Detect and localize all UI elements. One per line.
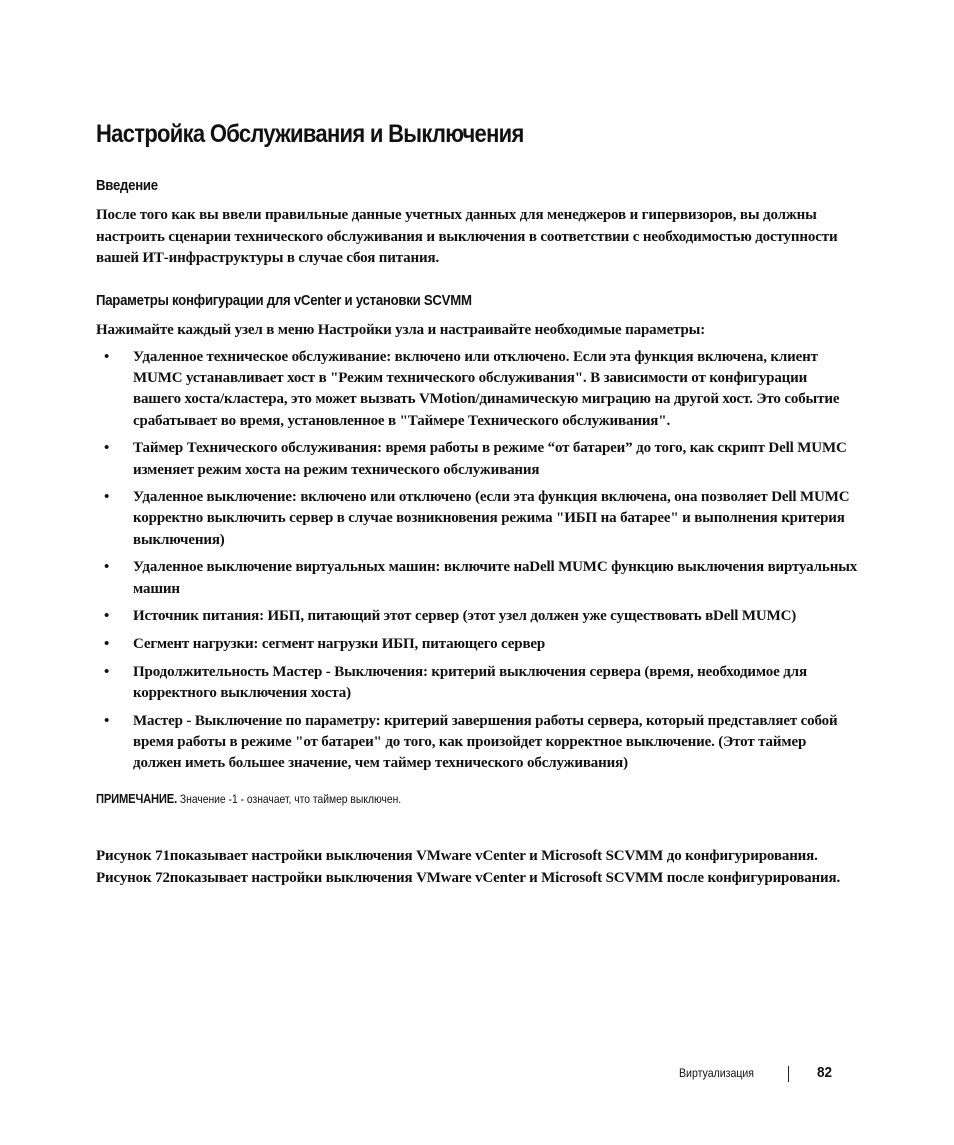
page-number: 82	[817, 1064, 833, 1081]
note-text: Значение -1 - означает, что таймер выключен.	[179, 792, 402, 806]
list-item-text: Мастер - Выключение по параметру: критерий завершения работы сервера, который представляет собой время работы в режиме "от батареи" до того, как произойдет корректное выключение. (Этот таймер должен иметь большее значение, чем таймер технического обслуживания)	[133, 712, 838, 771]
note-label: ПРИМЕЧАНИЕ.	[96, 791, 178, 806]
list-item	[96, 634, 858, 655]
figures-paragraph: Рисунок 71показывает настройки выключения VMware vCenter и Microsoft SCVMM до конфигурирования. Рисунок 72показывает настройки выключения VMware vCenter и Microsoft SCVMM после конфигурирования.	[96, 848, 841, 886]
list-item	[96, 347, 858, 432]
bullet-icon: •	[104, 440, 110, 457]
footer-section-label: Виртуализация	[679, 1066, 755, 1080]
page-title: Настройка Обслуживания и Выключения	[96, 120, 524, 148]
list-item-text: Источник питания: ИБП, питающий этот сервер (этот узел должен уже существовать вDell MUMC)	[133, 608, 797, 625]
bullet-icon: •	[104, 489, 110, 506]
params-bullet-list	[96, 347, 858, 781]
list-item-text: Таймер Технического обслуживания: время работы в режиме “от батареи” до того, как скрипт Dell MUMC изменяет режим хоста на режим технического обслуживания	[133, 440, 847, 478]
bullet-icon: •	[104, 608, 110, 625]
list-item	[96, 438, 858, 480]
bullet-icon: •	[104, 559, 110, 576]
list-item-text: Удаленное выключение виртуальных машин: включите наDell MUMC функцию выключения виртуальных машин	[133, 559, 858, 597]
intro-paragraph: После того как вы ввели правильные данные учетных данных для менеджеров и гипервизоров, вы должны настроить сценарии технического обслуживания и выключения в соответствии с необходимостью доступности вашей ИТ-инфраструктуры в случае сбоя питания.	[96, 207, 838, 266]
bullet-icon: •	[104, 663, 110, 680]
note	[96, 791, 401, 806]
list-item	[96, 662, 858, 704]
bullet-icon: •	[104, 712, 110, 729]
list-item-text: Удаленное выключение: включено или отключено (если эта функция включена, она позволяет Dell MUMC корректно выключить сервер в случае возникновения режима "ИБП на батарее" и выполнения критерия выключения)	[133, 489, 850, 548]
list-item-text: Сегмент нагрузки: сегмент нагрузки ИБП, питающего сервер	[133, 635, 546, 652]
bullet-icon: •	[104, 349, 110, 365]
list-item-text: Продолжительность Мастер - Выключения: критерий выключения сервера (время, необходимое для корректного выключения хоста)	[133, 663, 807, 701]
list-item-text: Удаленное техническое обслуживание: включено или отключено. Если эта функция включена, клиент MUMC устанавливает хост в "Режим технического обслуживания". В зависимости от конфигурации вашего хоста/кластера, это может вызвать VMotion/динамическую миграцию на другой хост. Это событие срабатывает во время, установленное в "Таймере Технического обслуживания".	[133, 349, 840, 429]
bullet-icon: •	[104, 635, 110, 652]
footer-divider	[788, 1066, 789, 1082]
list-item	[96, 557, 858, 599]
list-item	[96, 711, 858, 775]
params-lead-paragraph: Нажимайте каждый узел в меню Настройки узла и настраивайте необходимые параметры:	[96, 322, 706, 338]
params-heading: Параметры конфигурации для vCenter и установки SCVMM	[96, 292, 472, 309]
intro-heading: Введение	[96, 177, 158, 194]
list-item	[96, 606, 858, 627]
list-item	[96, 487, 858, 551]
